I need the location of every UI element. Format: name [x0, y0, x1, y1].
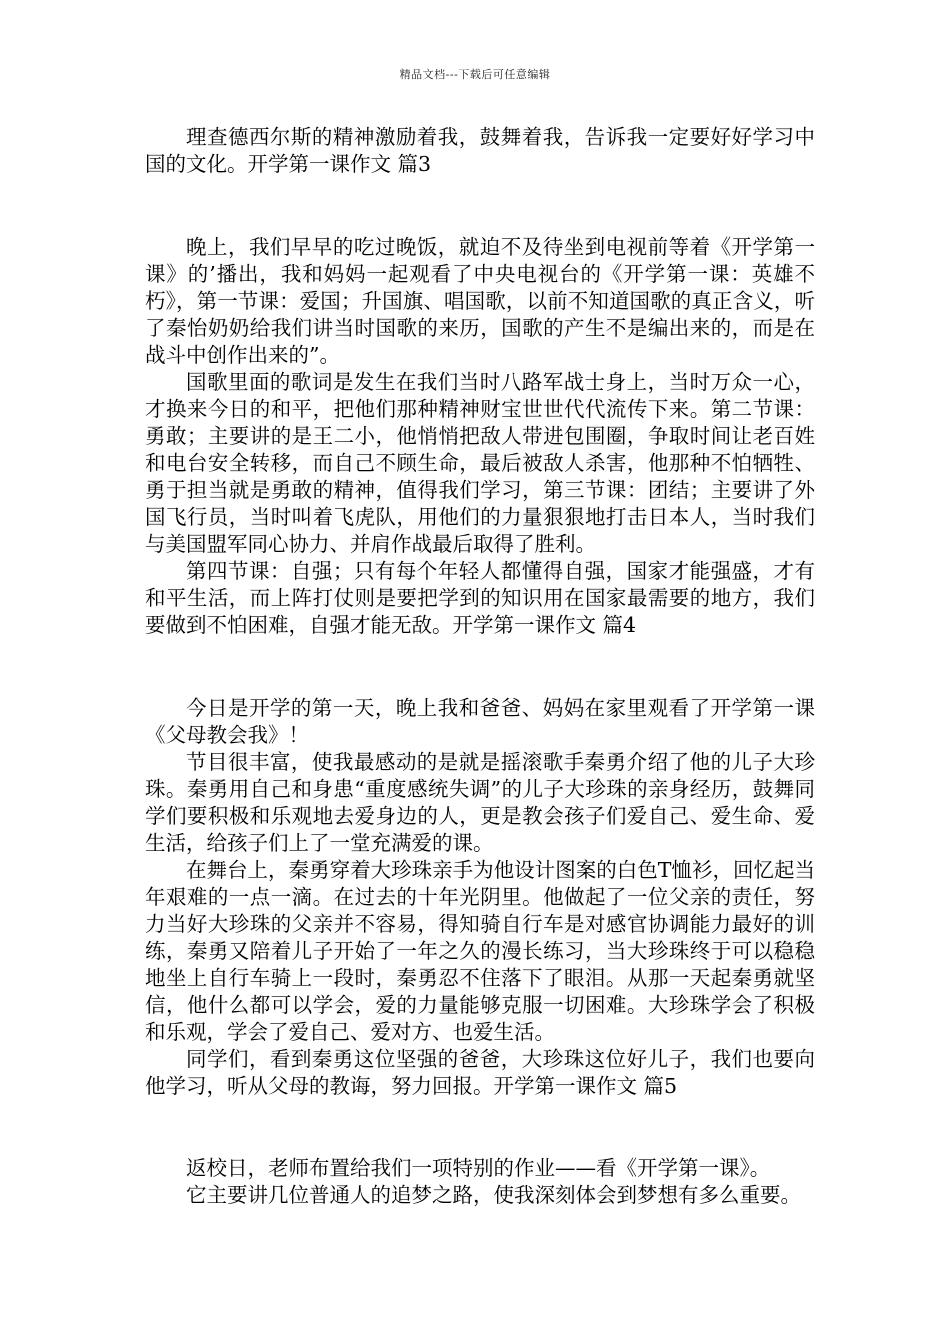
paragraph-6: 节目很丰富，使我最感动的是就是摇滚歌手秦勇介绍了他的儿子大珍珠。秦勇用自己和身患“重度感统失调”的儿子大珍珠的亲身经历，鼓舞同学们要积极和乐观地去爱身边的人，更是教会孩子们爱自己、爱生命、爱生活，给孩子们上了一堂充满爱的课。	[145, 750, 815, 855]
section-gap-3	[145, 1100, 815, 1155]
paragraph-1: 理查德西尔斯的精神激励着我，鼓舞着我，告诉我一定要好好学习中国的文化。开学第一课作文 篇3	[145, 125, 815, 176]
paragraph-4: 第四节课：自强；只有每个年轻人都懂得自强，国家才能强盛，才有和平生活，而上阵打仗则是要把学到的知识用在国家最需要的地方，我们要做到不怕困难，自强才能无敌。开学第一课作文 篇4	[145, 559, 815, 637]
page-header: 精品文档---下载后可任意编辑	[399, 68, 551, 81]
paragraph-8: 同学们，看到秦勇这位坚强的爸爸，大珍珠这位好儿子，我们也要向他学习，听从父母的教诲，努力回报。开学第一课作文 篇5	[145, 1047, 815, 1098]
paragraph-7: 在舞台上，秦勇穿着大珍珠亲手为他设计图案的白色T恤衫，回忆起当年艰难的一点一滴。在过去的十年光阴里。他做起了一位父亲的责任，努力当好大珍珠的父亲并不容易，得知骑自行车是对感官协调能力最好的训练，秦勇又陪着儿子开始了一年之久的漫长练习，当大珍珠终于可以稳稳地坐上自行车骑上一段时，秦勇忍不住落下了眼泪。从那一天起秦勇就坚信，他什么都可以学会，爱的力量能够克服一切困难。大珍珠学会了积极和乐观，学会了爱自己、爱对方、也爱生活。	[145, 858, 815, 1044]
paragraph-10: 它主要讲几位普通人的追梦之路，使我深刻体会到梦想有多么重要。	[186, 1183, 801, 1207]
document-body	[145, 124, 815, 1209]
paragraph-5: 今日是开学的第一天，晚上我和爸爸、妈妈在家里观看了开学第一课《父母教会我》！	[145, 696, 815, 747]
section-gap-1	[145, 178, 815, 234]
section-gap-2	[145, 639, 815, 695]
paragraph-9: 返校日，老师布置给我们一项特别的作业——看《开学第一课》。	[186, 1156, 771, 1180]
paragraph-3: 国歌里面的歌词是发生在我们当时八路军战士身上，当时万众一心，才换来今日的和平，把他们那种精神财宝世世代代流传下来。第二节课：勇敢；主要讲的是王二小，他悄悄把敌人带进包围圈，争取时间让老百姓和电台安全转移，而自己不顾生命，最后被敌人杀害，他那种不怕牺牲、勇于担当就是勇敢的精神，值得我们学习，第三节课：团结；主要讲了外国飞行员，当时叫着飞虎队，用他们的力量狠狠地打击日本人，当时我们与美国盟军同心协力、并肩作战最后取得了胜利。	[145, 370, 815, 556]
paragraph-2: 晚上，我们早早的吃过晚饭，就迫不及待坐到电视前等着《开学第一课》的’播出，我和妈妈一起观看了中央电视台的《开学第一课：英雄不朽》，第一节课：爱国；升国旗、唱国歌，以前不知道国歌的真正含义，听了秦怡奶奶给我们讲当时国歌的来历，国歌的产生不是编出来的，而是在战斗中创作出来的”。	[145, 235, 815, 367]
